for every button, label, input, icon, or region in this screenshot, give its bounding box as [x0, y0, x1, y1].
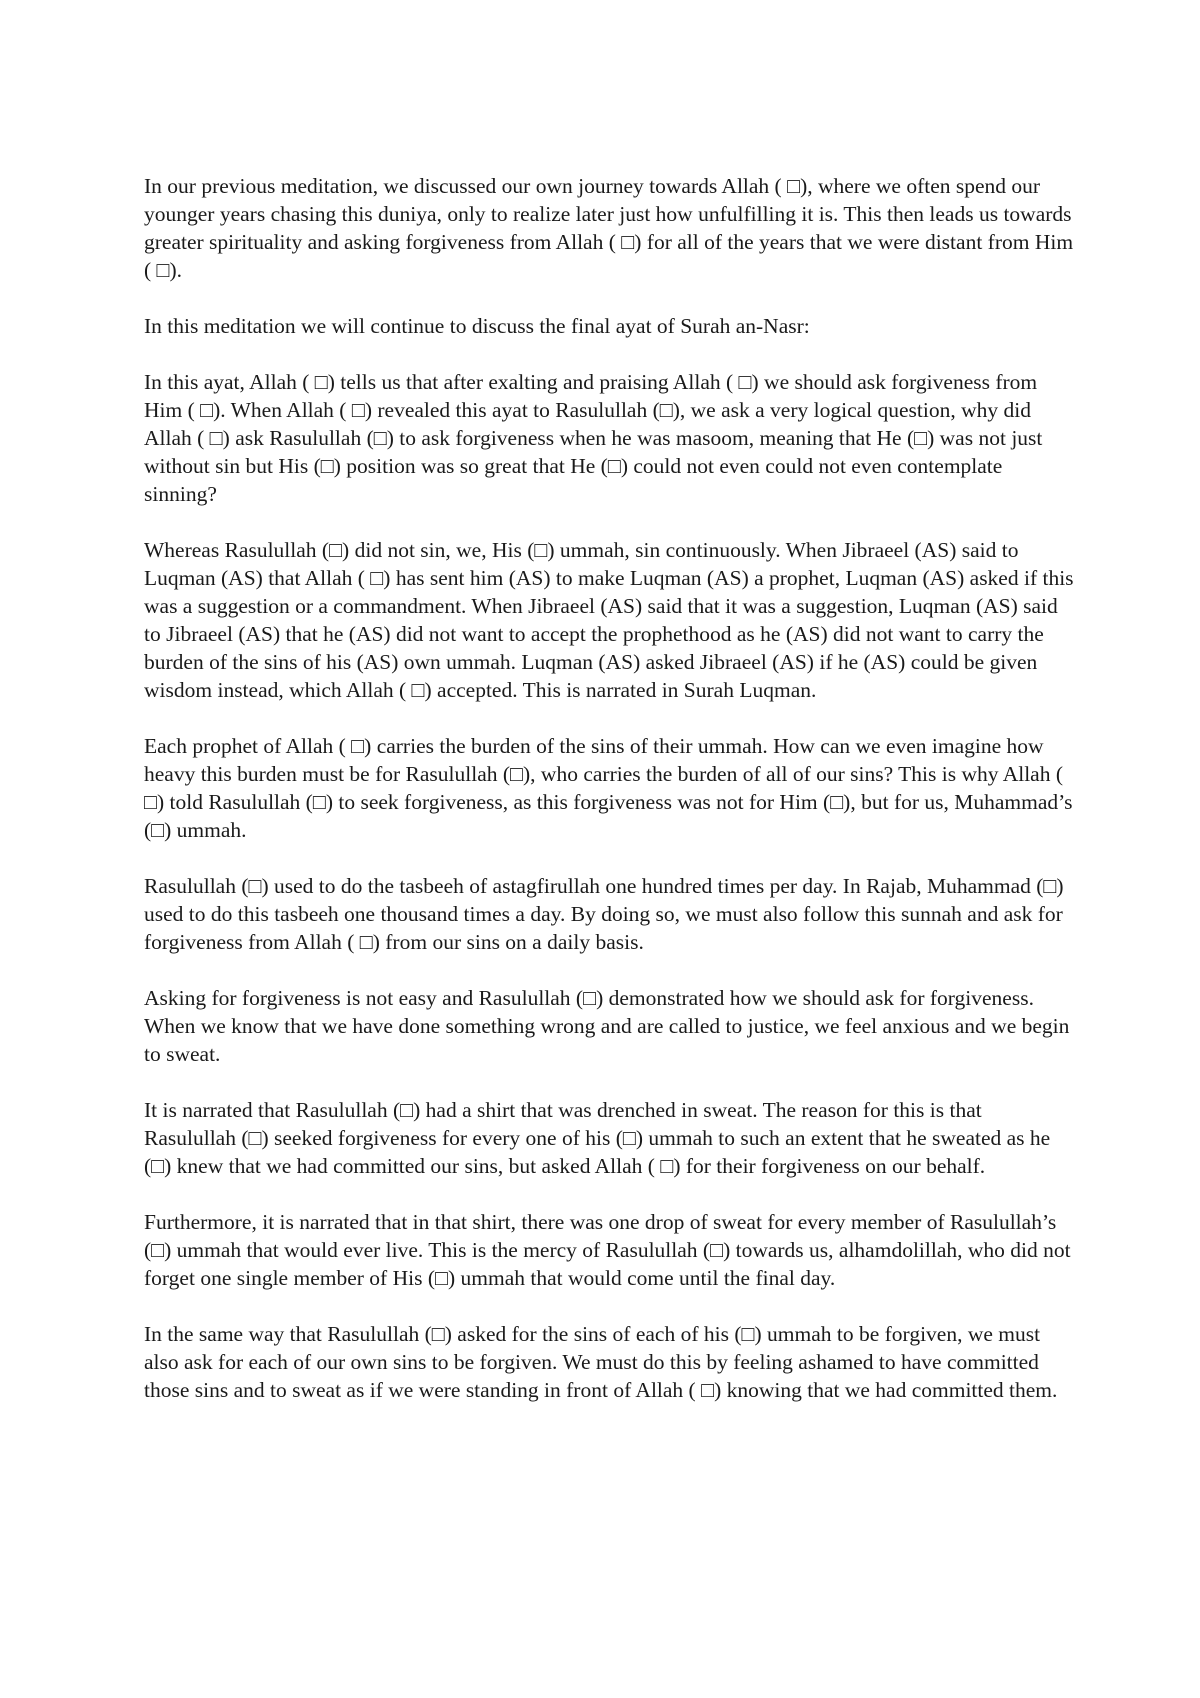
paragraph-burden-of-sins: Each prophet of Allah ( □) carries the burden of the sins of their ummah. How can we even imagine how heavy this burden must be for Rasulullah (□), who carries the burden of all of our sins? This is why Allah ( □) told Rasulullah (□) to seek forgiveness, as this forgiveness was not for Him (□), but for us, Muhammad’s (□) ummah.	[144, 734, 1073, 842]
paragraph-drop-of-sweat: Furthermore, it is narrated that in that shirt, there was one drop of sweat for every member of Rasulullah’s (□) ummah that would ever live. This is the mercy of Rasulullah (□) towards us, alhamdolillah, who did not forget one single member of His (□) ummah that would come until the final day.	[144, 1210, 1071, 1290]
paragraph-final-ayat-intro: In this meditation we will continue to discuss the final ayat of Surah an-Nasr:	[144, 314, 810, 338]
paragraph-previous-meditation: In our previous meditation, we discussed our own journey towards Allah ( □), where we often spend our younger years chasing this duniya, only to realize later just how unfulfilling it is. This then leads us towards greater spirituality and asking forgiveness from Allah ( □) for all of the years that we were distant from Him ( □).	[144, 174, 1074, 282]
paragraph-tasbeeh: Rasulullah (□) used to do the tasbeeh of astagfirullah one hundred times per day. In Rajab, Muhammad (□) used to do this tasbeeh one thousand times a day. By doing so, we must also follow this sunnah and ask for forgiveness from Allah ( □) from our sins on a daily basis.	[144, 874, 1064, 954]
paragraph-shirt-drenched: It is narrated that Rasulullah (□) had a shirt that was drenched in sweat. The reason for this is that Rasulullah (□) seeked forgiveness for every one of his (□) ummah to such an extent that he sweated as he (□) knew that we had committed our sins, but asked Allah ( □) for their forgiveness on our behalf.	[144, 1098, 1051, 1178]
paragraph-same-way: In the same way that Rasulullah (□) asked for the sins of each of his (□) ummah to be forgiven, we must also ask for each of our own sins to be forgiven. We must do this by feeling ashamed to have committed those sins and to sweat as if we were standing in front of Allah ( □) knowing that we had committed them.	[144, 1322, 1058, 1402]
paragraph-ask-forgiveness: In this ayat, Allah ( □) tells us that after exalting and praising Allah ( □) we should ask forgiveness from Him ( □). When Allah ( □) revealed this ayat to Rasulullah (□), we ask a very logical question, why did Allah ( □) ask Rasulullah (□) to ask forgiveness when he was masoom, meaning that He (□) was not just without sin but His (□) position was so great that He (□) could not even could not even contemplate sinning?	[144, 370, 1043, 506]
document-body	[144, 172, 1074, 1432]
paragraph-luqman-story: Whereas Rasulullah (□) did not sin, we, His (□) ummah, sin continuously. When Jibraeel (AS) said to Luqman (AS) that Allah ( □) has sent him (AS) to make Luqman (AS) a prophet, Luqman (AS) asked if this was a suggestion or a commandment. When Jibraeel (AS) said that it was a suggestion, Luqman (AS) said to Jibraeel (AS) that he (AS) did not want to accept the prophethood as he (AS) did not want to carry the burden of the sins of his (AS) own ummah. Luqman (AS) asked Jibraeel (AS) if he (AS) could be given wisdom instead, which Allah ( □) accepted. This is narrated in Surah Luqman.	[144, 538, 1074, 702]
paragraph-asking-not-easy: Asking for forgiveness is not easy and Rasulullah (□) demonstrated how we should ask for forgiveness. When we know that we have done something wrong and are called to justice, we feel anxious and we begin to sweat.	[144, 986, 1070, 1066]
